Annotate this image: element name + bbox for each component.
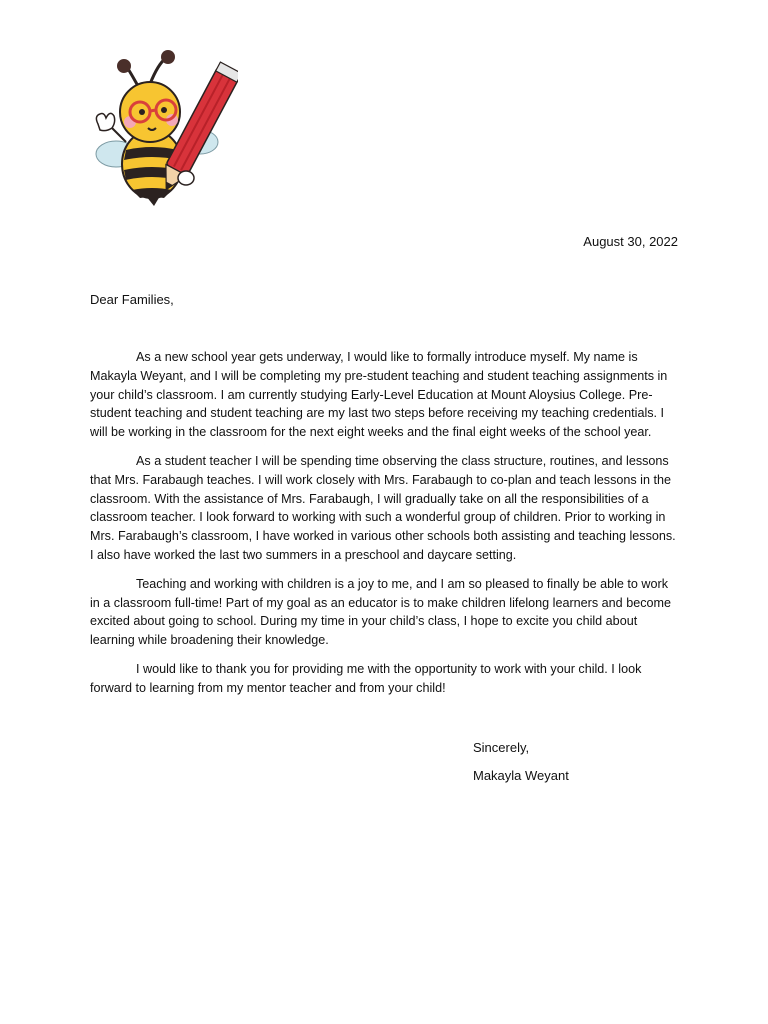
paragraph: As a new school year gets underway, I would like to formally introduce myself. My name is Makayla Weyant, and I will be completing my pre-student teaching and student teaching assignments in your child’s classroom. I am currently studying Early-Level Education at Mount Aloysius College. Pre-student teaching and student teaching are my last two steps before receiving my teaching credentials. I will be working in the classroom for the next eight weeks and the final eight weeks of the school year. — [90, 350, 668, 440]
closing: Sincerely, — [473, 740, 530, 755]
salutation: Dear Families, — [90, 292, 174, 307]
bee-with-pencil-icon — [88, 46, 238, 206]
paragraph: Teaching and working with children is a joy to me, and I am so pleased to finally be able to work in a classroom full-time! Part of my goal as an educator is to make children lifelong learners and become excited about going to school. During my time in your child’s class, I hope to excite you child about learning while broadening their knowledge. — [90, 576, 671, 648]
signature-name: Makayla Weyant — [473, 768, 569, 783]
paragraph: I would like to thank you for providing me with the opportunity to work with your child. I look forward to learning from my mentor teacher and from your child! — [90, 661, 642, 695]
letter-date: August 30, 2022 — [583, 234, 678, 249]
letter-body — [90, 348, 680, 708]
paragraph: As a student teacher I will be spending time observing the class structure, routines, and lessons that Mrs. Farabaugh teaches. I will work closely with Mrs. Farabaugh to co-plan and teach lessons in the classroom. With the assistance of Mrs. Farabaugh, I will gradually take on all the responsibilities of a classroom teacher. I look forward to working with such a wonderful group of children. Prior to working in Mrs. Farabaugh’s classroom, I have worked in various other schools both assisting and teaching lessons. I also have worked the last two summers in a preschool and daycare setting. — [90, 453, 676, 562]
